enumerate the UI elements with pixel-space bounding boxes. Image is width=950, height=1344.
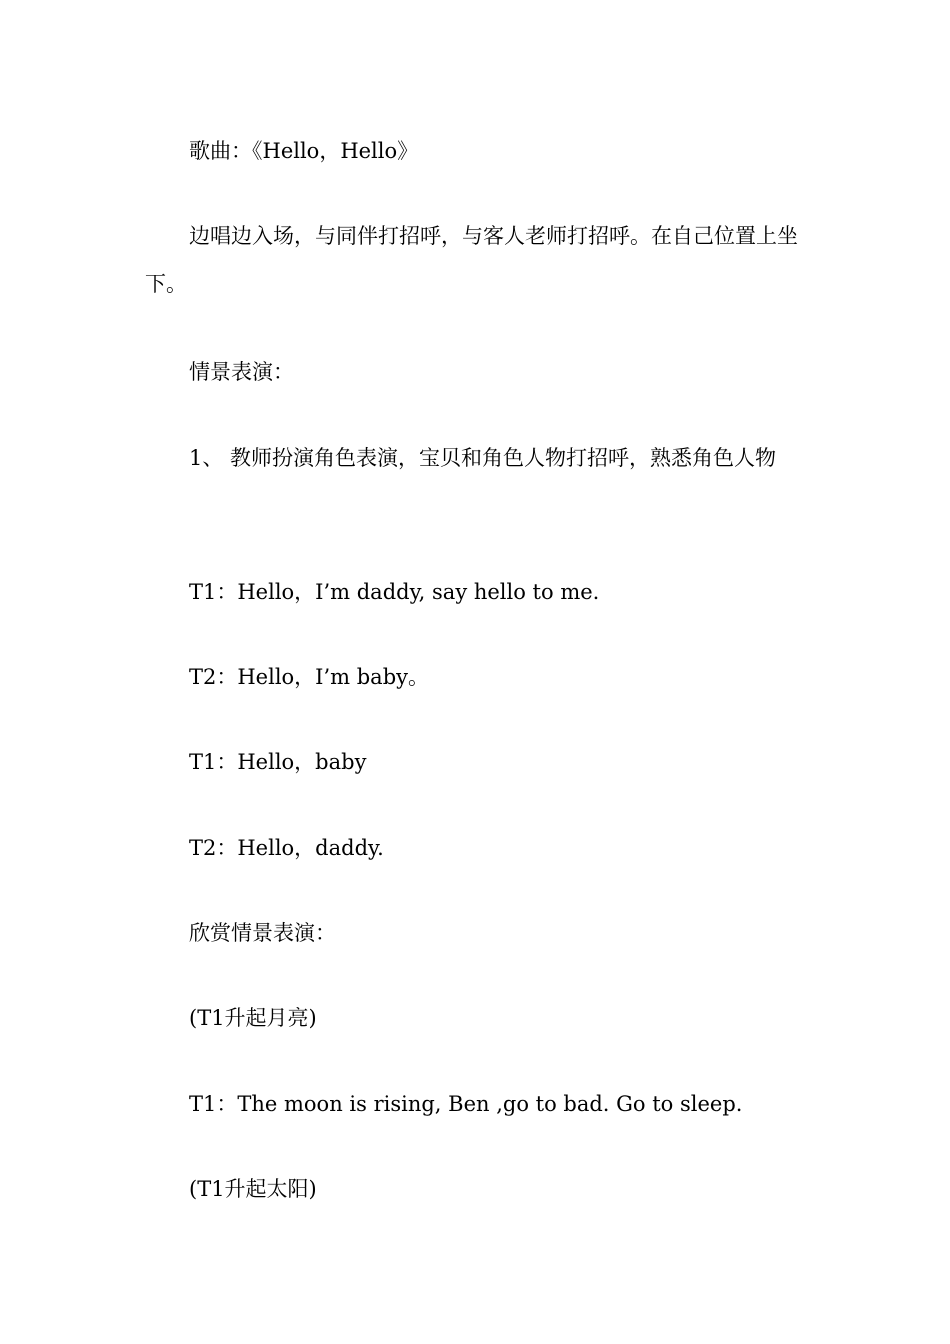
paragraph-entrance: 边唱边入场，与同伴打招呼，与客人老师打招呼。在自己位置上坐下。 (145, 224, 798, 296)
stage-direction: (T1升起太阳) (189, 1177, 317, 1201)
dialogue-line: T2：Hello，daddy. (189, 836, 384, 860)
paragraph-song-title: 歌曲：《Hello，Hello》 (189, 139, 419, 163)
dialogue-line: T1：The moon is rising, Ben ,go to bad. Go to sleep. (189, 1092, 743, 1116)
paragraph-step-1: 1、 教师扮演角色表演，宝贝和角色人物打招呼，熟悉角色人物 (189, 446, 777, 470)
dialogue-line: T2：Hello，I’m baby。 (189, 665, 430, 689)
paragraph-appreciation-heading: 欣赏情景表演： (189, 921, 336, 945)
stage-direction: (T1升起月亮) (189, 1006, 317, 1030)
paragraph-scene-heading: 情景表演： (189, 360, 294, 384)
dialogue-line: T1：Hello，baby (189, 750, 367, 774)
dialogue-line: T1：Hello，I’m daddy, say hello to me. (189, 580, 600, 604)
